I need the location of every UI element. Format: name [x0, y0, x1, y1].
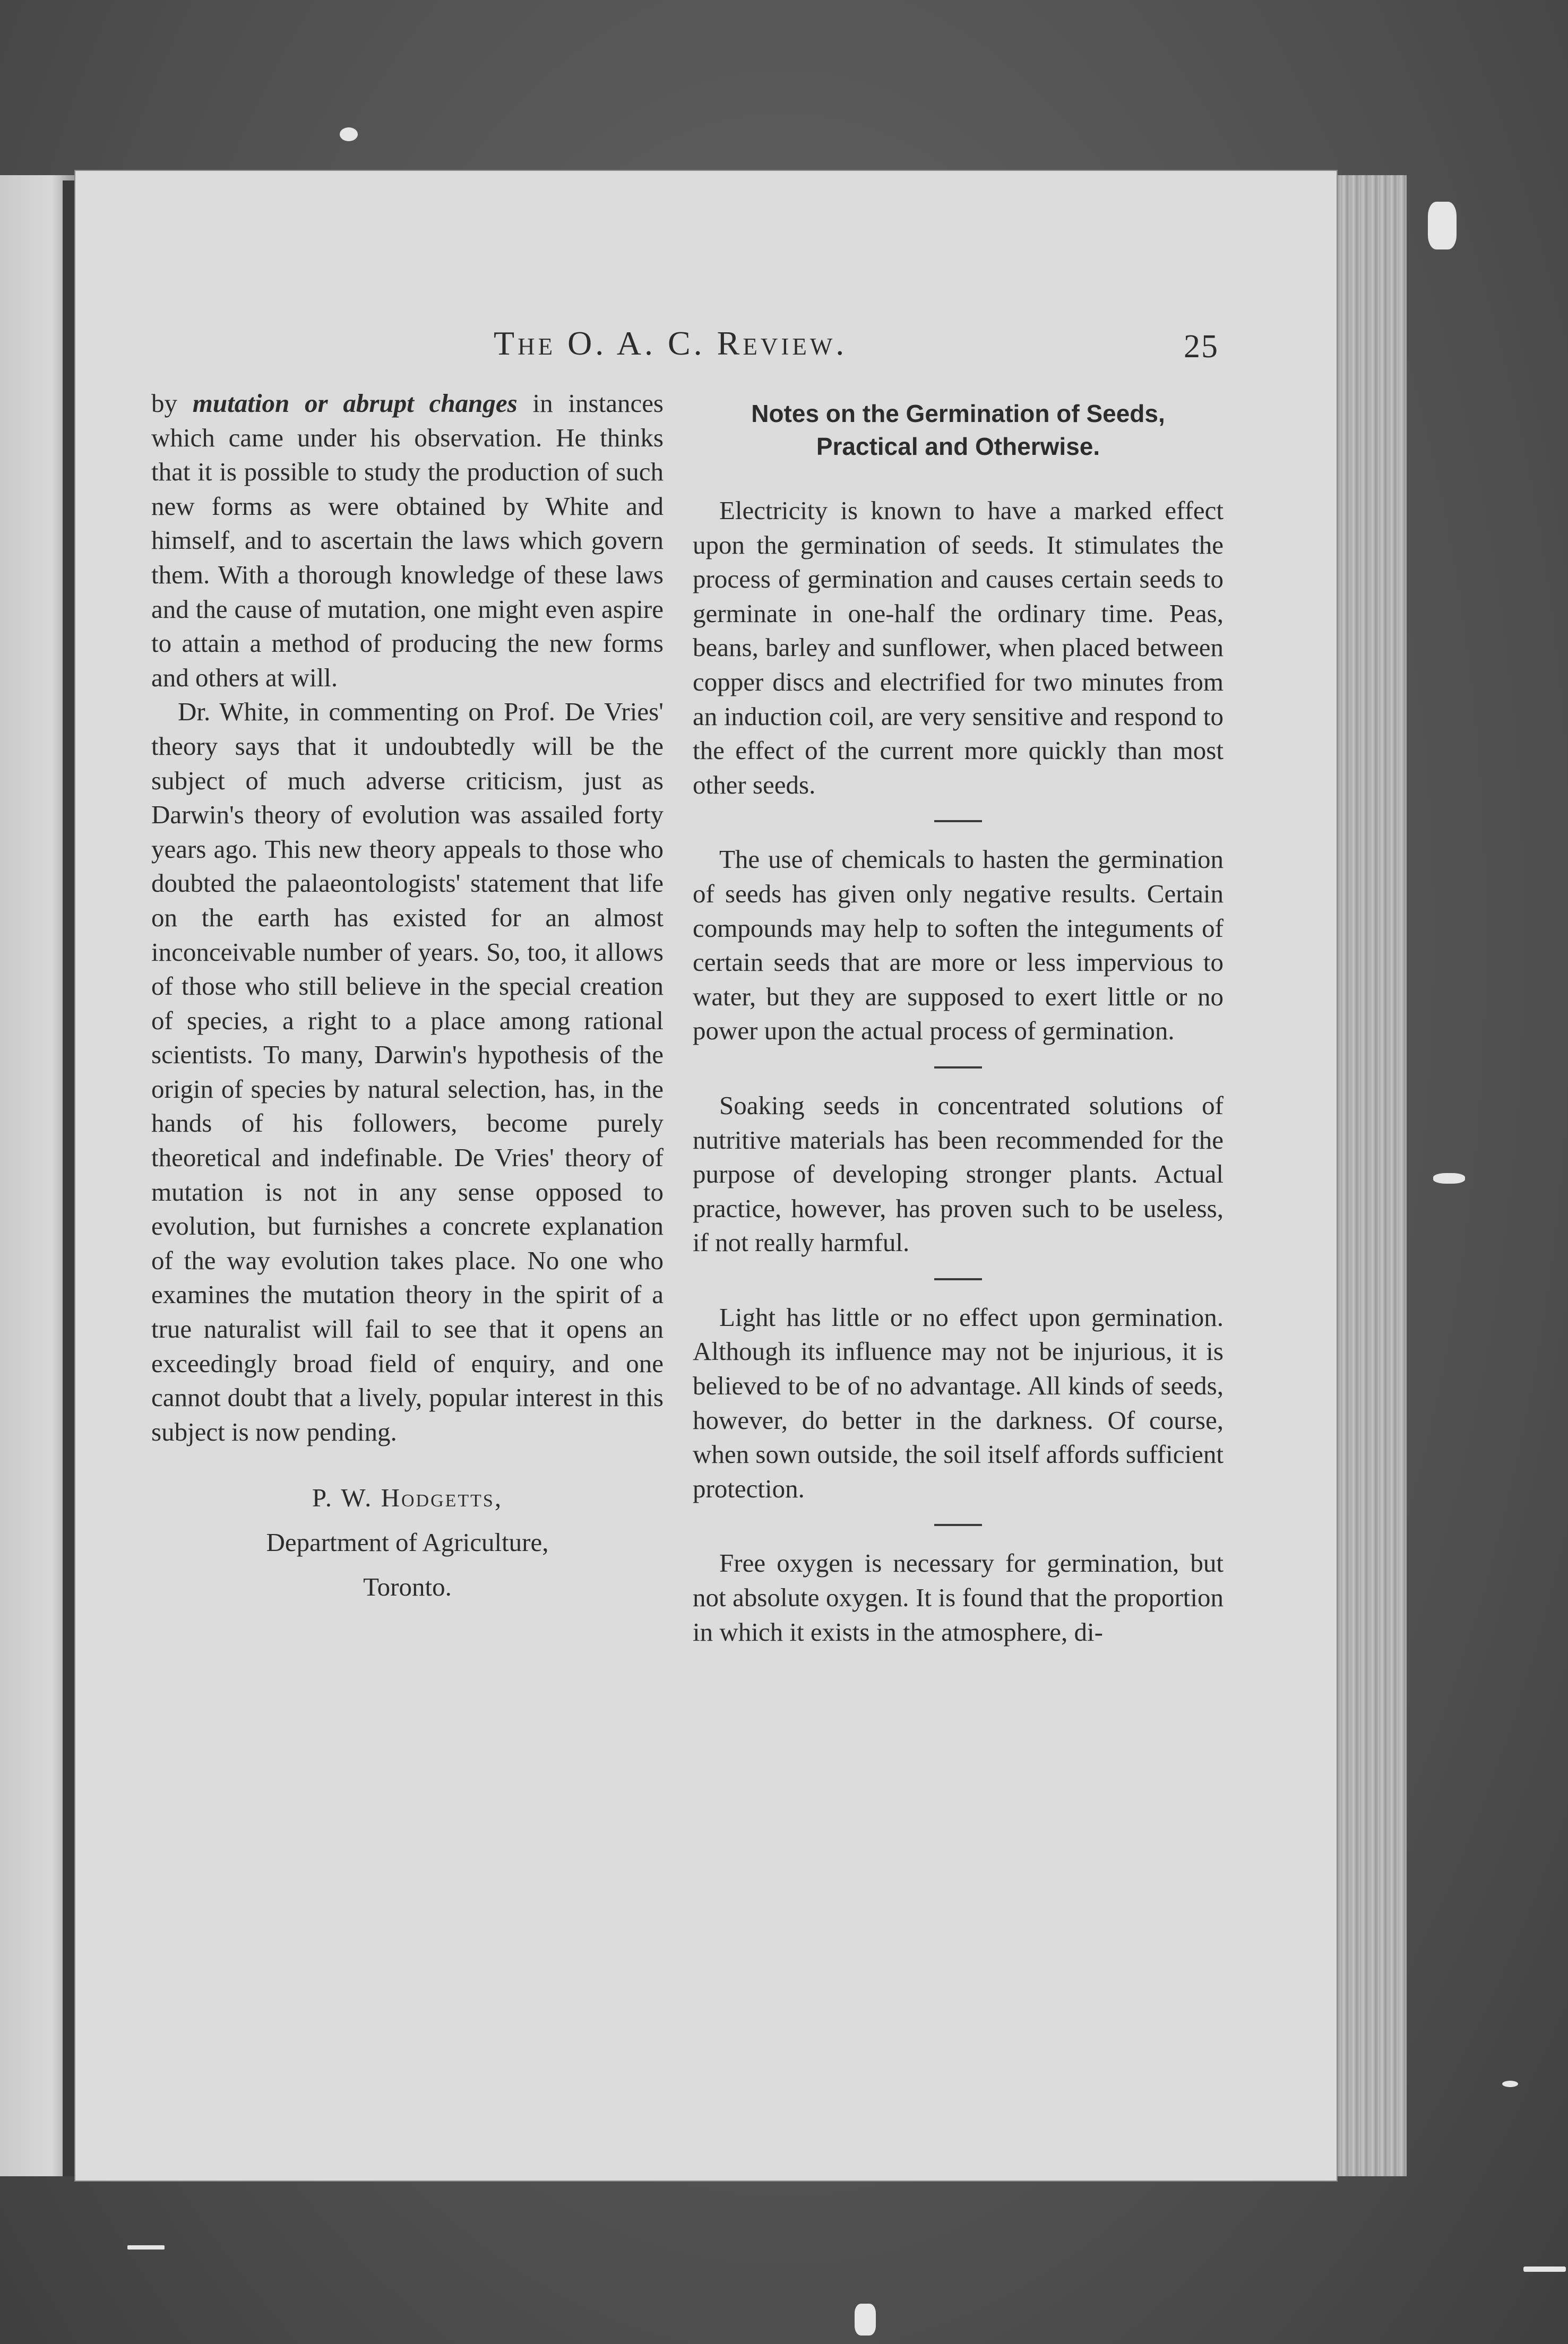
article-title-line-2: Practical and Otherwise. [816, 433, 1100, 460]
author-signature [151, 1476, 664, 1609]
author-department: Department of Agriculture, [266, 1528, 549, 1557]
emphasized-phrase: mutation or abrupt changes [192, 389, 518, 418]
section-divider [934, 1524, 982, 1526]
author-name: P. W. Hodgetts, [312, 1483, 503, 1513]
continuation-text: in instances which came under his observation. He thinks that it is possible to study the production of such new forms as were obtained by White and himself, and to ascertain the laws which govern them. With a thorough knowledge of these laws and the cause of mutation, one might even aspire to attain a method of producing the new forms and others at will. [151, 389, 664, 692]
section-divider [934, 820, 982, 822]
binding-gutter [63, 180, 74, 2176]
continued-paragraph [151, 386, 664, 695]
article-title-line-1: Notes on the Germination of Seeds, [751, 400, 1165, 427]
section-divider [934, 1066, 982, 1068]
left-column [151, 386, 664, 1609]
body-paragraph: Electricity is known to have a marked effect upon the germination of seeds. It stimulates the process of germination and causes certain seeds to germinate in one-half the ordinary time. Peas, beans, barley and sunflower, when placed between copper discs and electrified for two minutes from an induction coil, are very sensitive and respond to the effect of the current more quickly than most other seeds. [693, 496, 1224, 799]
body-paragraph: Soaking seeds in concentrated solutions of nutritive materials has been recommended for the purpose of developing stronger plants. Actual practice, however, has proven such to be useless, if not really harmful. [693, 1090, 1224, 1257]
section-divider [934, 1278, 982, 1280]
journal-title: The O. A. C. Review. [494, 324, 848, 362]
continuation-prefix: by [151, 389, 193, 418]
author-city: Toronto. [363, 1572, 452, 1602]
article-title [693, 397, 1224, 463]
page-number: 25 [1184, 329, 1219, 365]
running-header [494, 324, 1237, 372]
body-paragraph: Light has little or no effect upon germination. Although its influence may not be injurious, it is believed to be of no advantage. All kinds of seeds, however, do better in the darkness. Of course, when sown outside, the soil itself affords sufficient protection. [693, 1302, 1224, 1503]
body-paragraph: Free oxygen is necessary for germination, but not absolute oxygen. It is found that the proportion in which it exists in the atmosphere, di- [693, 1548, 1224, 1647]
right-column [693, 397, 1224, 1649]
body-paragraph: The use of chemicals to hasten the germination of seeds has given only negative results. Certain compounds may help to soften the integuments of certain seeds that are more or less impervious to water, but they are supposed to exert little or no power upon the actual process of germination. [693, 844, 1224, 1046]
body-paragraph: Dr. White, in commenting on Prof. De Vries' theory says that it undoubtedly will be the subject of much adverse criticism, just as Darwin's theory of evolution was assailed forty years ago. This new theory appeals to those who doubted the palaeontologists' statement that life on the earth has existed for an almost inconceivable number of years. So, too, it allows of those who still believe in the special creation of species, a right to a place among rational scientists. To many, Darwin's hypothesis of the origin of species by natural selection, has, in the hands of his followers, become purely theoretical and indefinable. De Vries' theory of mutation is not in any sense opposed to evolution, but furnishes a concrete explanation of the way evolution takes place. No one who examines the mutation theory in the spirit of a true naturalist will fail to see that it opens an exceedingly broad field of enquiry, and one cannot doubt that a lively, popular interest in this subject is now pending. [151, 697, 664, 1446]
